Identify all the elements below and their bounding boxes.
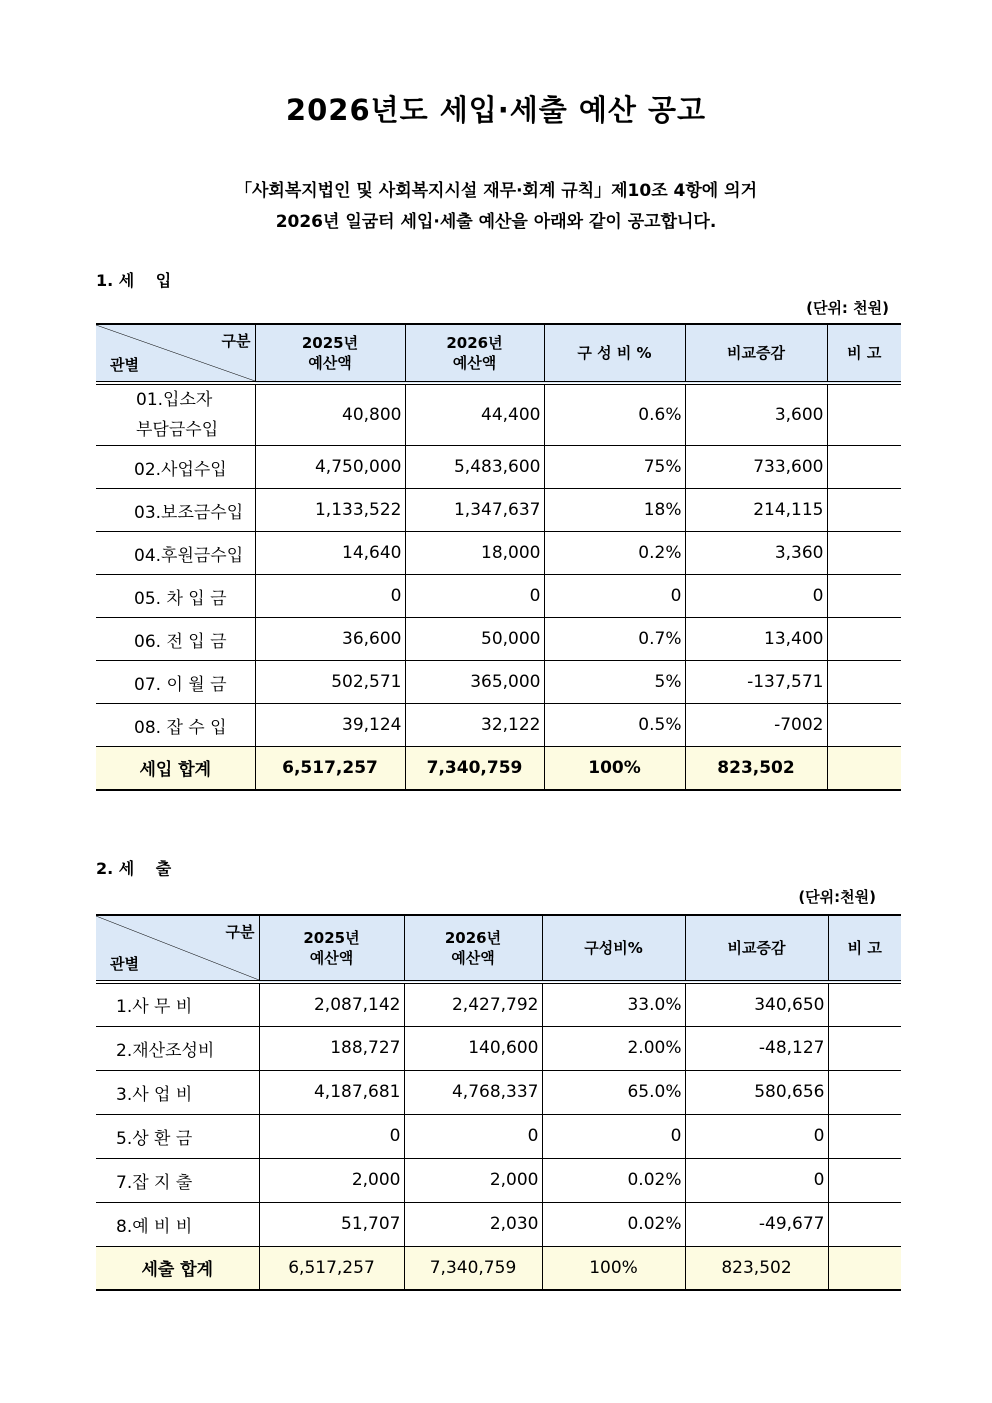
row-diff: 0 xyxy=(685,1158,828,1202)
row-diff: 0 xyxy=(685,575,827,618)
row-diff: 3,600 xyxy=(685,383,827,446)
page-title: 2026년도 세입·세출 예산 공고 xyxy=(285,93,707,127)
total-label: 세출 합계 xyxy=(96,1246,259,1290)
row-note xyxy=(828,1026,901,1070)
row-ratio: 0.5% xyxy=(544,704,685,747)
row-ratio: 0.2% xyxy=(544,532,685,575)
expense-table xyxy=(96,914,901,1291)
row-value-2025: 0 xyxy=(259,1114,404,1158)
row-ratio: 2.00% xyxy=(542,1026,685,1070)
table-row xyxy=(96,1114,901,1158)
table-row xyxy=(96,982,901,1026)
corner-label-category: 구분 xyxy=(225,923,255,941)
col-header-2026: 2026년 예산액 xyxy=(405,324,544,383)
row-ratio: 5% xyxy=(544,661,685,704)
row-value-2026: 0 xyxy=(405,575,544,618)
row-category: 08. 잡 수 입 xyxy=(96,704,255,747)
row-value-2026: 32,122 xyxy=(405,704,544,747)
corner-label-section: 관별 xyxy=(110,955,139,973)
total-ratio: 100% xyxy=(544,747,685,790)
row-value-2025: 0 xyxy=(255,575,405,618)
col-header-diff: 비교증감 xyxy=(685,324,827,383)
expense-unit-label: (단위:천원) xyxy=(798,888,876,906)
row-note xyxy=(827,383,901,446)
row-diff: -137,571 xyxy=(685,661,827,704)
expense-header-row xyxy=(96,915,901,982)
total-note xyxy=(827,747,901,790)
row-category: 5.상 환 금 xyxy=(96,1114,259,1158)
row-diff: -49,677 xyxy=(685,1202,828,1246)
row-note xyxy=(827,704,901,747)
income-total-row xyxy=(96,747,901,790)
row-value-2026: 2,030 xyxy=(404,1202,542,1246)
income-table xyxy=(96,323,901,791)
row-category: 1.사 무 비 xyxy=(96,982,259,1026)
col-header-diff: 비교증감 xyxy=(685,915,828,982)
row-value-2025: 14,640 xyxy=(255,532,405,575)
row-category: 03.보조금수입 xyxy=(96,489,255,532)
expense-corner-header xyxy=(96,915,259,982)
total-diff: 823,502 xyxy=(685,747,827,790)
intro-line-2: 2026년 일굼터 세입·세출 예산을 아래와 같이 공고합니다. xyxy=(275,212,717,232)
row-ratio: 75% xyxy=(544,446,685,489)
row-ratio: 0 xyxy=(542,1114,685,1158)
col-header-note: 비 고 xyxy=(827,324,901,383)
row-ratio: 33.0% xyxy=(542,982,685,1026)
col-header-note: 비 고 xyxy=(828,915,901,982)
table-row xyxy=(96,575,901,618)
row-note xyxy=(828,1158,901,1202)
row-ratio: 65.0% xyxy=(542,1070,685,1114)
row-category: 07. 이 월 금 xyxy=(96,661,255,704)
row-note xyxy=(827,618,901,661)
row-value-2026: 4,768,337 xyxy=(404,1070,542,1114)
row-category: 04.후원금수입 xyxy=(96,532,255,575)
row-ratio: 0.02% xyxy=(542,1202,685,1246)
row-value-2025: 1,133,522 xyxy=(255,489,405,532)
row-ratio: 18% xyxy=(544,489,685,532)
row-value-2026: 50,000 xyxy=(405,618,544,661)
row-diff: 13,400 xyxy=(685,618,827,661)
row-category: 7.잡 지 출 xyxy=(96,1158,259,1202)
row-value-2026: 0 xyxy=(404,1114,542,1158)
table-row xyxy=(96,618,901,661)
intro-line-1: 「사회복지법인 및 사회복지시설 재무·회계 규칙」제10조 4항에 의거 xyxy=(234,181,757,201)
col-header-2025: 2025년 예산액 xyxy=(255,324,405,383)
table-row xyxy=(96,446,901,489)
row-value-2026: 5,483,600 xyxy=(405,446,544,489)
total-diff: 823,502 xyxy=(685,1246,828,1290)
row-category: 02.사업수입 xyxy=(96,446,255,489)
corner-label-category: 구분 xyxy=(221,332,251,350)
total-value-2025: 6,517,257 xyxy=(259,1246,404,1290)
row-diff: 580,656 xyxy=(685,1070,828,1114)
row-value-2025: 36,600 xyxy=(255,618,405,661)
row-category: 01.입소자 부담금수입 xyxy=(96,383,255,446)
row-value-2026: 2,427,792 xyxy=(404,982,542,1026)
table-row xyxy=(96,532,901,575)
table-row xyxy=(96,704,901,747)
income-header-row xyxy=(96,324,901,383)
row-value-2025: 2,087,142 xyxy=(259,982,404,1026)
row-diff: 214,115 xyxy=(685,489,827,532)
row-value-2026: 44,400 xyxy=(405,383,544,446)
row-note xyxy=(827,661,901,704)
row-value-2026: 1,347,637 xyxy=(405,489,544,532)
row-note xyxy=(827,575,901,618)
table-row xyxy=(96,489,901,532)
row-category: 05. 차 입 금 xyxy=(96,575,255,618)
row-diff: 3,360 xyxy=(685,532,827,575)
income-heading: 1. 세 입 xyxy=(96,271,172,290)
row-value-2025: 4,187,681 xyxy=(259,1070,404,1114)
row-ratio: 0.02% xyxy=(542,1158,685,1202)
row-diff: 733,600 xyxy=(685,446,827,489)
income-unit-label: (단위: 천원) xyxy=(806,299,889,317)
table-row xyxy=(96,1026,901,1070)
row-ratio: 0.6% xyxy=(544,383,685,446)
row-value-2025: 188,727 xyxy=(259,1026,404,1070)
income-corner-header xyxy=(96,324,255,383)
col-header-2026: 2026년 예산액 xyxy=(404,915,542,982)
row-note xyxy=(828,982,901,1026)
row-category: 8.예 비 비 xyxy=(96,1202,259,1246)
corner-label-section: 관별 xyxy=(110,356,139,374)
row-diff: 0 xyxy=(685,1114,828,1158)
expense-heading: 2. 세 출 xyxy=(96,859,172,878)
row-diff: -7002 xyxy=(685,704,827,747)
row-value-2025: 2,000 xyxy=(259,1158,404,1202)
row-note xyxy=(827,532,901,575)
row-note xyxy=(828,1202,901,1246)
row-value-2025: 502,571 xyxy=(255,661,405,704)
row-value-2026: 2,000 xyxy=(404,1158,542,1202)
row-value-2025: 51,707 xyxy=(259,1202,404,1246)
table-row xyxy=(96,383,901,446)
row-value-2025: 40,800 xyxy=(255,383,405,446)
row-category: 2.재산조성비 xyxy=(96,1026,259,1070)
intro-text xyxy=(0,176,992,238)
col-header-2025: 2025년 예산액 xyxy=(259,915,404,982)
table-row xyxy=(96,1158,901,1202)
table-row xyxy=(96,661,901,704)
table-row xyxy=(96,1070,901,1114)
table-row xyxy=(96,1202,901,1246)
row-diff: -48,127 xyxy=(685,1026,828,1070)
row-note xyxy=(827,489,901,532)
total-value-2026: 7,340,759 xyxy=(405,747,544,790)
col-header-ratio: 구성비% xyxy=(542,915,685,982)
row-note xyxy=(828,1114,901,1158)
total-note xyxy=(828,1246,901,1290)
row-diff: 340,650 xyxy=(685,982,828,1026)
row-value-2025: 39,124 xyxy=(255,704,405,747)
total-value-2026: 7,340,759 xyxy=(404,1246,542,1290)
row-category: 06. 전 입 금 xyxy=(96,618,255,661)
col-header-ratio: 구 성 비 % xyxy=(544,324,685,383)
row-category: 3.사 업 비 xyxy=(96,1070,259,1114)
row-value-2025: 4,750,000 xyxy=(255,446,405,489)
row-value-2026: 18,000 xyxy=(405,532,544,575)
row-value-2026: 365,000 xyxy=(405,661,544,704)
expense-total-row xyxy=(96,1246,901,1290)
row-value-2026: 140,600 xyxy=(404,1026,542,1070)
row-ratio: 0.7% xyxy=(544,618,685,661)
total-value-2025: 6,517,257 xyxy=(255,747,405,790)
total-ratio: 100% xyxy=(542,1246,685,1290)
total-label: 세입 합계 xyxy=(96,747,255,790)
row-note xyxy=(827,446,901,489)
row-ratio: 0 xyxy=(544,575,685,618)
row-note xyxy=(828,1070,901,1114)
